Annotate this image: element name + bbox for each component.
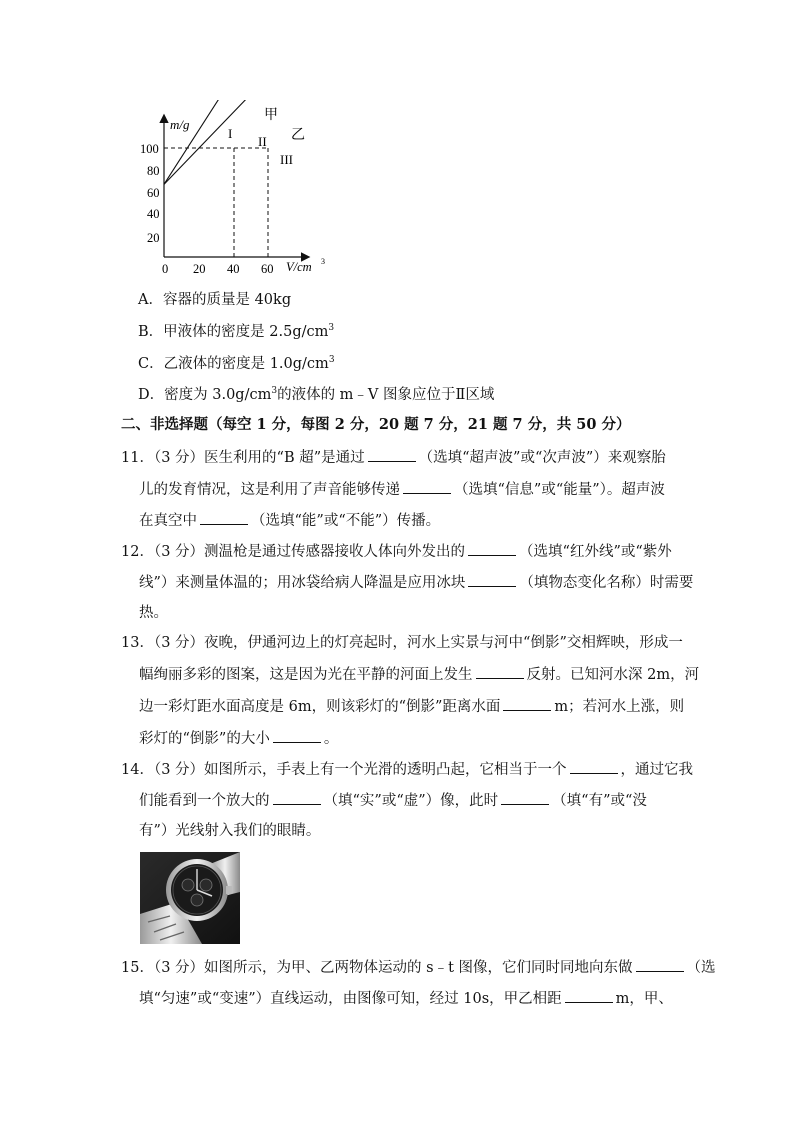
- option-a: [138, 290, 291, 310]
- q15-text-1a: 15．（3 分）如图所示，为甲、乙两物体运动的 s﹣t 图像，它们同时同地向东做: [121, 960, 633, 976]
- q14-text-2b: （填“实”或“虚”）像，此时: [323, 793, 499, 809]
- option-b: [138, 322, 334, 342]
- q14-text-2a: 们能看到一个放大的: [139, 793, 270, 809]
- q13-line-1: [121, 633, 683, 653]
- option-c-text: C．乙液体的密度是 1.0g/cm: [138, 356, 329, 372]
- q15-line-1: [121, 957, 716, 978]
- q15-blank-2[interactable]: [565, 988, 613, 1003]
- x-tick-20: 20: [193, 262, 206, 276]
- q15-line-2: [139, 988, 673, 1009]
- x-tick-40: 40: [227, 262, 240, 276]
- y-tick-20: 20: [147, 231, 160, 245]
- q11-text-3a: 在真空中: [139, 513, 197, 529]
- q11-text-3b: （选填“能”或“不能”）传播。: [251, 513, 441, 529]
- q11-blank-1[interactable]: [368, 447, 416, 462]
- q11-text-2a: 儿的发育情况，这是利用了声音能够传递: [139, 482, 400, 498]
- q11-line-3: [139, 510, 440, 531]
- q15-text-1b: （选: [686, 960, 716, 976]
- region-3-label: III: [280, 152, 293, 167]
- q13-text-4b: 。: [323, 731, 339, 747]
- q14-text-2c: （填“有”或“没: [552, 793, 647, 809]
- q14-text-1b: ，通过它我: [620, 762, 694, 778]
- watch-icon: [140, 852, 240, 944]
- q13-text-4a: 彩灯的“倒影”的大小: [139, 731, 270, 747]
- series-jia-label: 甲: [264, 107, 278, 123]
- q12-text-2b: （填物态变化名称）时需要: [519, 575, 694, 591]
- graph-svg: [130, 100, 340, 280]
- y-tick-40: 40: [147, 207, 160, 221]
- x-unit-sup: 3: [321, 257, 325, 266]
- region-1-label: I: [228, 126, 233, 141]
- y-tick-60: 60: [147, 186, 160, 200]
- q13-line-2: [139, 664, 699, 685]
- q14-text-1a: 14．（3 分）如图所示，手表上有一个光滑的透明凸起，它相当于一个: [121, 762, 567, 778]
- option-c: [138, 354, 335, 374]
- q13-blank-3[interactable]: [273, 728, 321, 743]
- q12-text-2a: 线”）来测量体温的；用冰袋给病人降温是应用冰块: [139, 575, 466, 591]
- q13-text-2a: 幅绚丽多彩的图案，这是因为光在平静的河面上发生: [139, 667, 473, 683]
- region-2-label: II: [258, 134, 267, 149]
- q11-blank-3[interactable]: [200, 510, 248, 525]
- q14-line-3: [139, 821, 320, 841]
- q13-text-2b: 反射。已知河水深 2m，河: [526, 667, 700, 683]
- q15-text-2a: 填“匀速”或“变速”）直线运动，由图像可知，经过 10s，甲乙相距: [139, 991, 562, 1007]
- q13-blank-1[interactable]: [476, 664, 524, 679]
- q13-blank-2[interactable]: [503, 696, 551, 711]
- q12-line-2: [139, 572, 693, 593]
- q15-blank-1[interactable]: [636, 957, 684, 972]
- q13-text-1: 13．（3 分）夜晚，伊通河边上的灯亮起时，河水上实景与河中“倒影”交相辉映，形成一: [121, 635, 683, 651]
- option-b-sup: 3: [328, 323, 335, 334]
- q12-text-1a: 12．（3 分）测温枪是通过传感器接收人体向外发出的: [121, 544, 466, 560]
- x-tick-0: 0: [162, 262, 169, 276]
- q12-blank-1[interactable]: [468, 541, 516, 556]
- q15-text-2b: m，甲、: [615, 991, 673, 1007]
- q12-line-1: [121, 541, 672, 562]
- q13-text-3a: 边一彩灯距水面高度是 6m，则该彩灯的“倒影”距离水面: [139, 699, 501, 715]
- q11-text-1a: 11．（3 分）医生利用的“B 超”是通过: [121, 450, 365, 466]
- mass-volume-graph: [130, 100, 340, 280]
- q12-text-1b: （选填“红外线”或“紫外: [519, 544, 672, 560]
- option-c-sup: 3: [328, 355, 335, 366]
- q11-line-2: [139, 479, 665, 500]
- y-tick-100: 100: [140, 142, 159, 156]
- q14-blank-1[interactable]: [570, 759, 618, 774]
- watch-photo: [140, 852, 240, 944]
- option-d-text-pre: D．密度为 3.0g/cm: [138, 387, 272, 403]
- q13-line-3: [139, 696, 684, 717]
- q11-line-1: [121, 447, 666, 468]
- q12-blank-2[interactable]: [468, 572, 516, 587]
- q11-blank-2[interactable]: [403, 479, 451, 494]
- section-title: 二、非选择题（每空 1 分，每图 2 分，20 题 7 分，21 题 7 分，共 50 分）: [121, 416, 631, 433]
- option-d-text-post: 的液体的 m﹣V 图象应位于Ⅱ区域: [277, 387, 495, 403]
- q12-line-3: [139, 603, 168, 623]
- q11-text-1b: （选填“超声波”或“次声波”）来观察胎: [418, 450, 666, 466]
- x-unit-label: V/cm: [286, 260, 312, 274]
- y-tick-80: 80: [147, 164, 160, 178]
- q14-line-1: [121, 759, 693, 780]
- q12-text-3: 热。: [139, 605, 168, 621]
- q14-text-3: 有”）光线射入我们的眼睛。: [139, 823, 321, 839]
- y-unit-label: m/g: [170, 117, 190, 132]
- option-d: [138, 385, 494, 405]
- option-a-text: A．容器的质量是 40kg: [138, 292, 292, 308]
- q14-blank-3[interactable]: [501, 790, 549, 805]
- series-yi-label: 乙: [291, 127, 305, 143]
- q13-text-3b: m；若河水上涨，则: [554, 699, 685, 715]
- option-d-sup: 3: [271, 386, 278, 397]
- q11-text-2b: （选填“信息”或“能量”）。超声波: [454, 482, 665, 498]
- x-tick-60: 60: [261, 262, 274, 276]
- q14-line-2: [139, 790, 647, 811]
- option-b-text: B．甲液体的密度是 2.5g/cm: [138, 324, 329, 340]
- q13-line-4: [139, 728, 338, 749]
- q14-blank-2[interactable]: [273, 790, 321, 805]
